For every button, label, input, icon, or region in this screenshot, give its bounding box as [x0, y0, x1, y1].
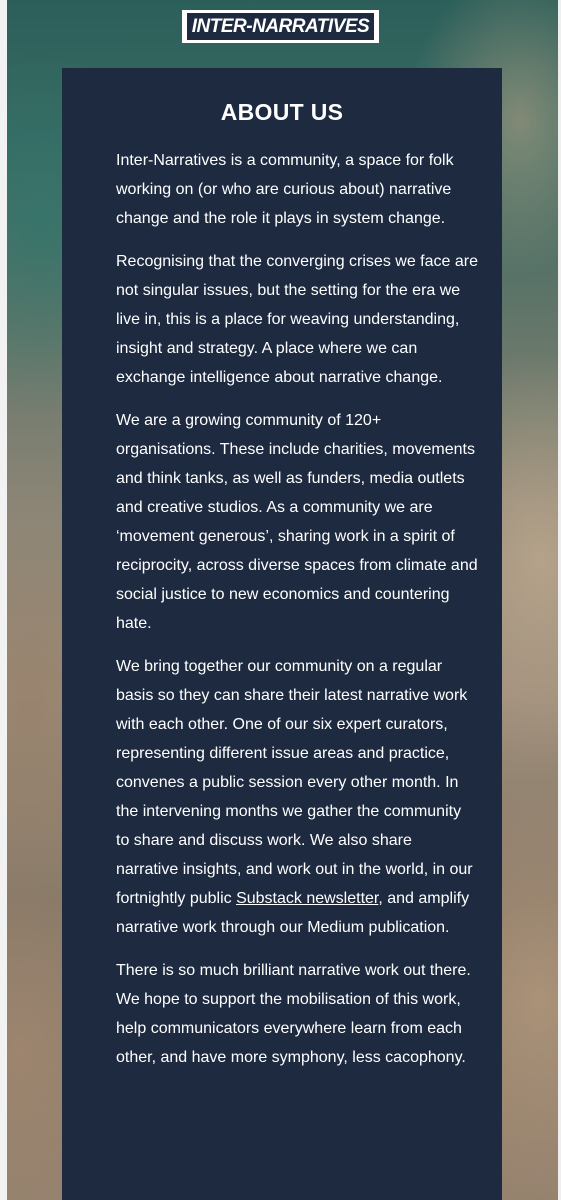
about-paragraph-1: Inter-Narratives is a community, a space for folk working on (or who are curious about) narrative change and the role it plays in system change.	[116, 152, 454, 227]
substack-newsletter-link[interactable]: Substack newsletter	[236, 890, 379, 907]
paragraph-4-text-before: We bring together our community on a regular basis so they can share their latest narrative work with each other. One of our six expert curators, representing different issue areas and practice, convenes a public session every other month. In the intervening months we gather the community to share and discuss work. We also share narrative insights, and work out in the world, in our fortnightly public	[116, 658, 473, 907]
about-us-title: ABOUT US	[220, 99, 344, 125]
paragraph-4-text-after: , and amplify narrative work through our Medium publication.	[116, 890, 470, 936]
about-paragraph-2: Recognising that the converging crises we face are not singular issues, but the setting for the era we live in, this is a place for weaving understanding, insight and strategy. A place where we can exchange intelligence about narrative change.	[116, 253, 478, 386]
logo-text: INTER-NARRATIVES	[187, 13, 374, 40]
left-edge-strip	[0, 0, 7, 1200]
inter-narratives-logo[interactable]	[182, 10, 379, 43]
about-paragraph-4	[116, 652, 478, 942]
header	[0, 0, 561, 54]
about-paragraph-3: We are a growing community of 120+ organisations. These include charities, movements and think tanks, as well as funders, media outlets and creative studios. As a community we are ‘movement generous’, sharing work in a spirit of reciprocity, across diverse spaces from climate and social justice to new economics and countering hate.	[116, 412, 478, 632]
about-us-card	[62, 68, 502, 1200]
about-paragraph-5: There is so much brilliant narrative work out there. We hope to support the mobilisation of this work, help communicators everywhere learn from each other, and have more symphony, less cacophony.	[116, 962, 471, 1066]
